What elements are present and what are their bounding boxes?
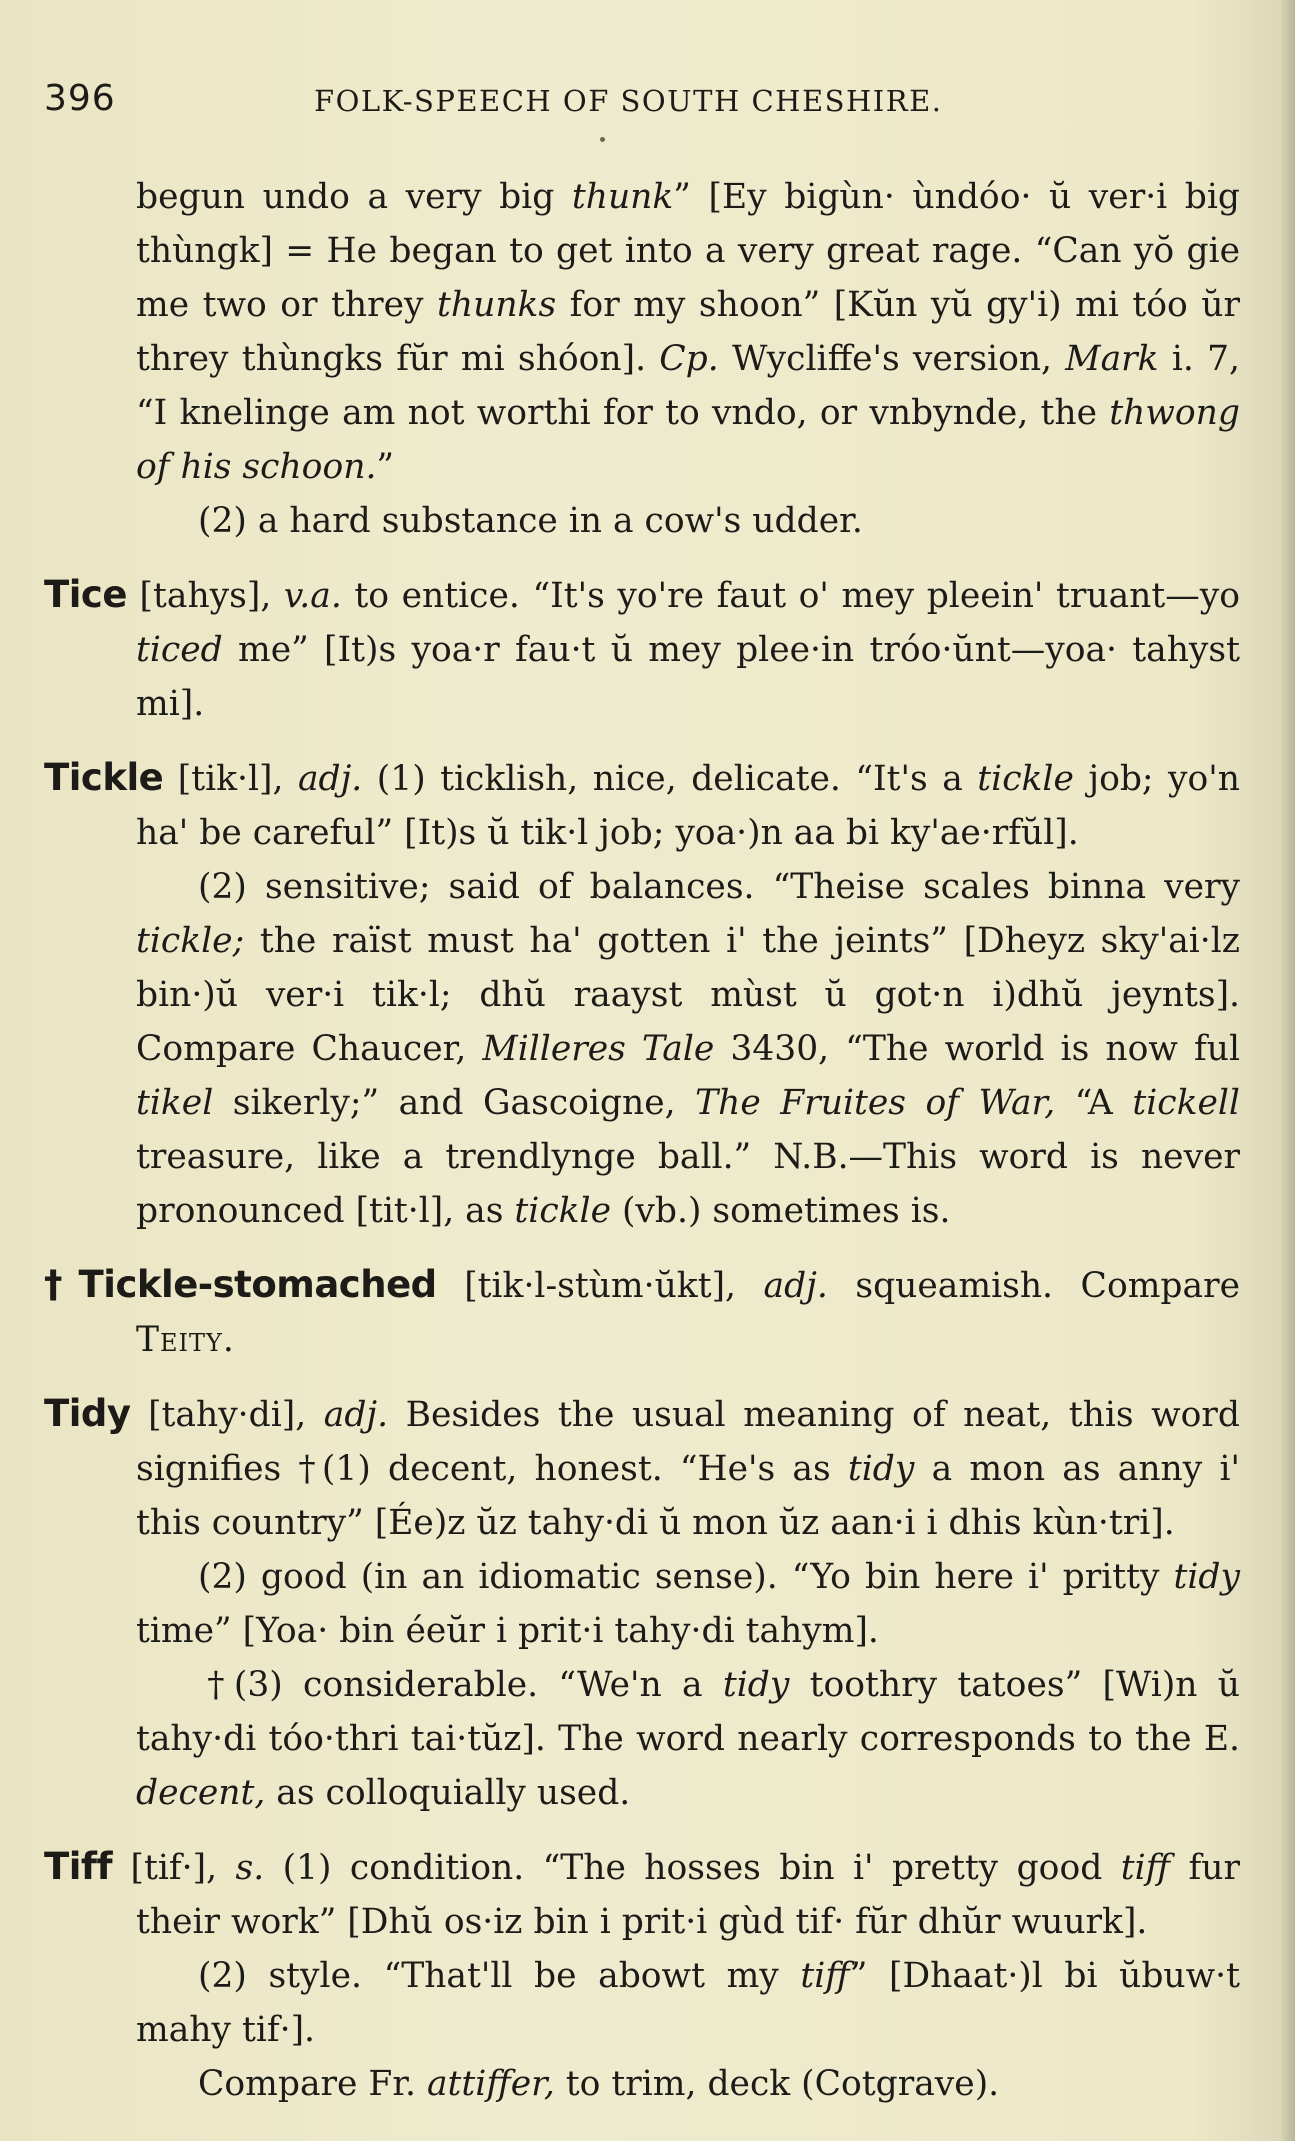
running-head [44, 78, 1224, 128]
entry-tidy-sense-2: (2) good (in an idiomatic sense). “Yo bin here i' pritty tidy time” [Yoa· bin éeŭr i prit·i tahy·di tahym]. [136, 1557, 1240, 1651]
entry-tidy: Tidy [tahy·di], adj. Besides the usual meaning of neat, this word signifies †(1) decent, honest. “He's as tidy a mon as anny i' this country” [Ée)z ŭz tahy·di ŭ mon ŭz aan·i i dhis kùn·tri]. [44, 1392, 1240, 1543]
headword: †Tickle-stomached [44, 1263, 437, 1306]
running-title: FOLK-SPEECH OF SOUTH CHESHIRE. [314, 84, 943, 118]
headword: Tice [44, 573, 127, 616]
headword: Tickle [44, 756, 164, 799]
continuation-paragraph: begun undo a very big thunk” [Ey bigùn· ùndóo· ŭ ver·i big thùngk] = He began to get into a very great rage. “Can yŏ gie me two or threy thunks for my shoon” [Kŭn yŭ gy'i) mi tóo ŭr threy thùngks fŭr mi shóon]. Cp. Wycliffe's version, Mark i. 7, “I knelinge am not worthi for to vndo, or vnbynde, the thwong of his schoon.” [136, 177, 1240, 487]
headword: Tiff [44, 1845, 113, 1888]
entry-tiff: Tiff [tif·], s. (1) condition. “The hosses bin i' pretty good tiff fur their work” [Dhŭ os·iz bin i prit·i gùd tif· fŭr dhŭr wuurk]. [44, 1845, 1240, 1942]
dictionary-text [44, 170, 1240, 2111]
continuation-sense-2: (2) a hard substance in a cow's udder. [198, 501, 863, 541]
entry-tice: Tice [tahys], v.a. to entice. “It's yo're faut o' mey pleein' truant—yo ticed me” [It)s yoa·r fau·t ŭ mey plee·in tróo·ŭnt—yoa· tahyst mi]. [44, 573, 1240, 724]
entry-tiff-sense-2: (2) style. “That'll be abowt my tiff” [Dhaat·)l bi ŭbuw·t mahy tif·]. [136, 1956, 1241, 2050]
entry-tiff-compare: Compare Fr. attiffer, to trim, deck (Cotgrave). [198, 2064, 1000, 2104]
page-edge-shadow [1281, 0, 1295, 2141]
entry-tickle: Tickle [tik·l], adj. (1) ticklish, nice, delicate. “It's a tickle job; yo'n ha' be careful” [It)s ŭ tik·l job; yoa·)n aa bi ky'ae·rfŭl]. [44, 756, 1241, 853]
entry-tidy-sense-3: †(3) considerable. “We'n a tidy toothry tatoes” [Wi)n ŭ tahy·di tóo·thri tai·tŭz]. The word nearly corresponds to the E. decent, as colloquially used. [136, 1665, 1240, 1813]
headword: Tidy [44, 1392, 131, 1435]
entry-tickle-stomached: †Tickle-stomached [tik·l-stùm·ŭkt], adj. squeamish. Compare Teity. [44, 1263, 1240, 1360]
entry-tickle-sense-2: (2) sensitive; said of balances. “Theise scales binna very tickle; the raïst must ha' gotten i' the jeints” [Dheyz sky'ai·lz bin·)ŭ ver·i tik·l; dhŭ raayst mùst ŭ got·n i)dhŭ jeynts]. Compare Chaucer, Milleres Tale 3430, “The world is now ful tikel sikerly;” and Gascoigne, The Fruites of War, “A tickell treasure, like a trendlynge ball.” N.B.—This word is never pronounced [tit·l], as tickle (vb.) sometimes is. [136, 867, 1240, 1231]
page-number: 396 [44, 78, 116, 119]
printer-mark [600, 137, 605, 142]
cross-reference: Teity. [136, 1320, 235, 1360]
